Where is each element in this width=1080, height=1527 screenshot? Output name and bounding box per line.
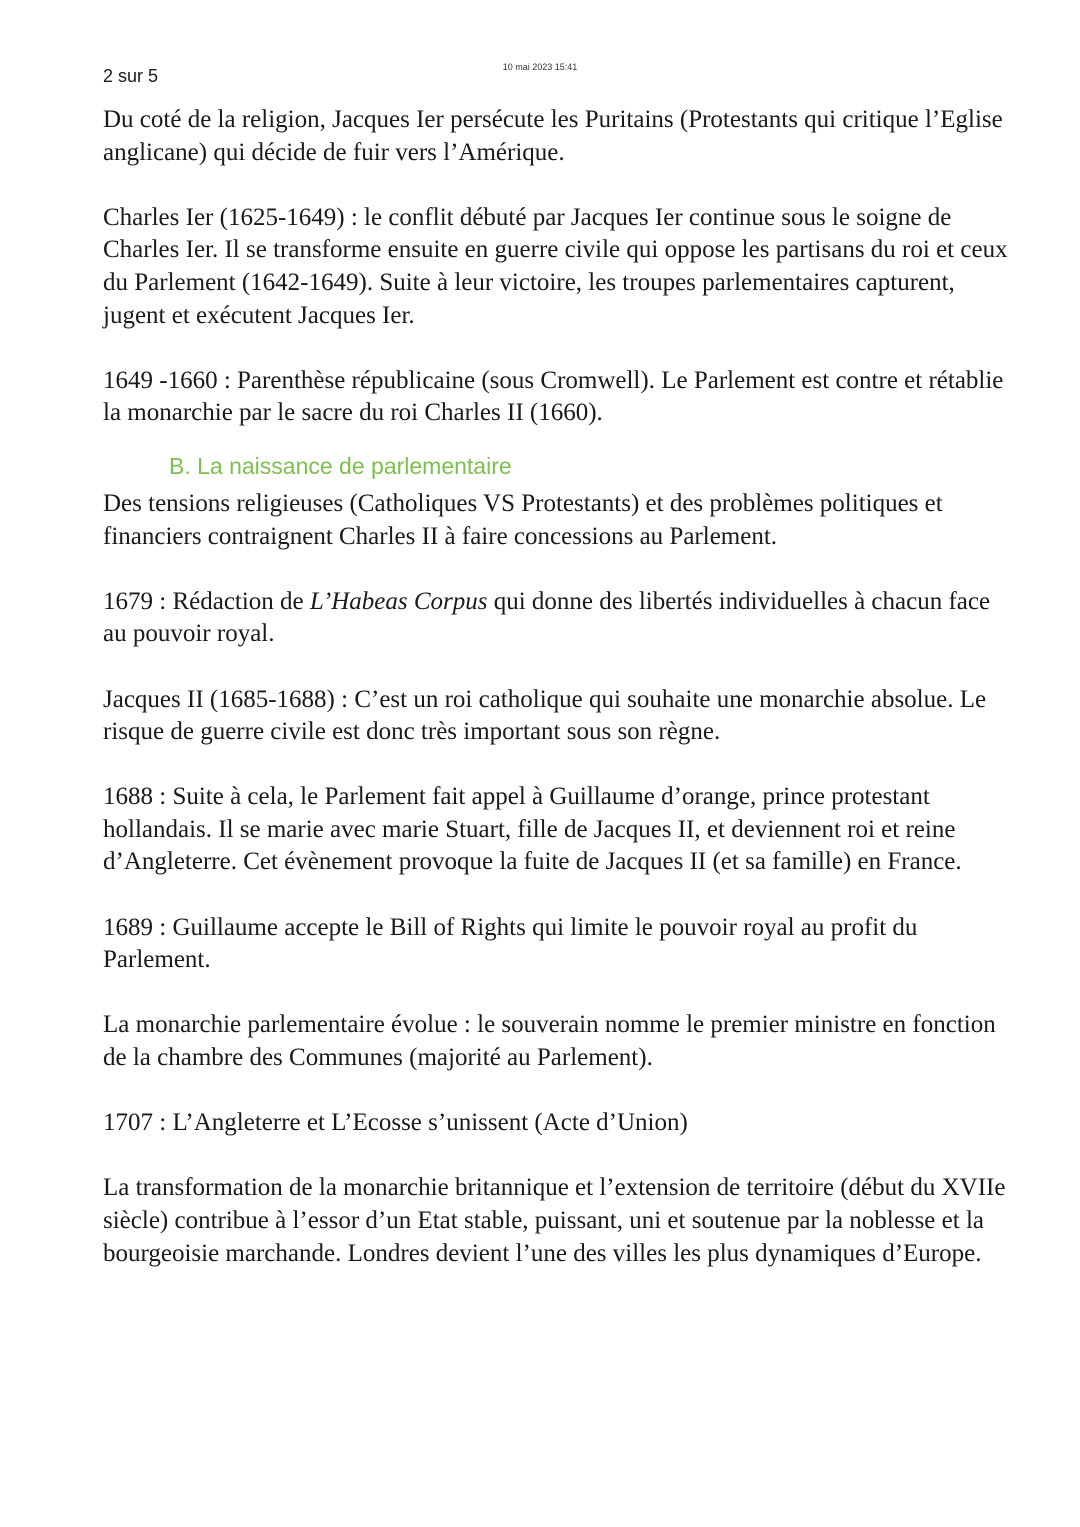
page-number: 2 sur 5	[103, 66, 159, 86]
section-heading-b: B. La naissance de parlementaire	[169, 452, 512, 479]
paragraph-charles-ier: Charles Ier (1625-1649) : le conflit débuté par Jacques Ier continue sous le soigne de Charles Ier. Il se transforme ensuite en guerre civile qui oppose les partisans du roi et ceux du Parlement (1642-1649). Suite à leur victoire, les troupes parlementaires capturent, jugent et exécutent Jacques Ier.	[103, 203, 1008, 329]
paragraph-habeas-corpus	[103, 586, 1008, 651]
paragraph-1707: 1707 : L’Angleterre et L’Ecosse s’unissent (Acte d’Union)	[103, 1109, 688, 1137]
paragraph-1689: 1689 : Guillaume accepte le Bill of Rights qui limite le pouvoir royal au profit du Parlement.	[103, 913, 918, 974]
habeas-prefix: 1679 : Rédaction de	[103, 587, 310, 615]
document-body	[103, 104, 1008, 1270]
paragraph-tensions-religieuses: Des tensions religieuses (Catholiques VS Protestants) et des problèmes politiques et financiers contraignent Charles II à faire concessions au Parlement.	[103, 489, 943, 550]
paragraph-monarchie-parlementaire: La monarchie parlementaire évolue : le souverain nomme le premier ministre en fonction de la chambre des Communes (majorité au Parlement).	[103, 1011, 996, 1072]
paragraph-1688: 1688 : Suite à cela, le Parlement fait appel à Guillaume d’orange, prince protestant hollandais. Il se marie avec marie Stuart, fille de Jacques II, et deviennent roi et reine d’Angleterre. Cet évènement provoque la fuite de Jacques II (et sa famille) en France.	[103, 783, 962, 876]
habeas-corpus-title: L’Habeas Corpus	[309, 587, 488, 615]
paragraph-religion: Du coté de la religion, Jacques Ier persécute les Puritains (Protestants qui critique l’Eglise anglicane) qui décide de fuir vers l’Amérique.	[103, 106, 1003, 166]
paragraph-transformation: La transformation de la monarchie britannique et l’extension de territoire (début du XVIIe siècle) contribue à l’essor d’un Etat stable, puissant, uni et soutenue par la noblesse et la bourgeoisie marchande. Londres devient l’une des villes les plus dynamiques d’Europe.	[103, 1174, 1006, 1267]
paragraph-parenthese-republicaine: 1649 -1660 : Parenthèse républicaine (sous Cromwell). Le Parlement est contre et rétablie la monarchie par le sacre du roi Charles II (1660).	[103, 366, 1004, 427]
timestamp: 10 mai 2023 15:41	[502, 62, 578, 72]
paragraph-jacques-ii: Jacques II (1685-1688) : C’est un roi catholique qui souhaite une monarchie absolue. Le risque de guerre civile est donc très important sous son règne.	[103, 685, 987, 746]
habeas-suffix: qui donne des libertés individuelles à chacun face au pouvoir royal.	[103, 587, 991, 648]
